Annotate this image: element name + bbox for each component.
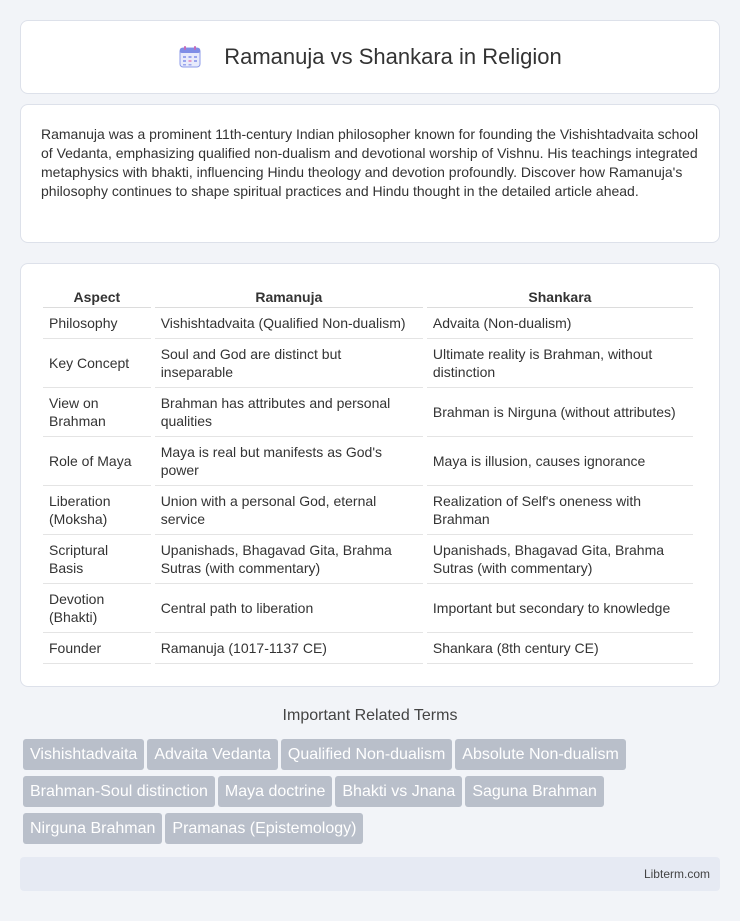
footer-site-link[interactable]: Libterm.com <box>643 867 710 881</box>
term-tag-saguna-brahman[interactable]: Saguna Brahman <box>465 776 604 807</box>
comparison-table-card <box>20 263 720 687</box>
shankara-cell: Realization of Self's oneness with Brahman <box>427 486 693 535</box>
table-header-row <box>43 284 693 308</box>
aspect-cell: Philosophy <box>43 308 151 339</box>
header-card <box>20 20 720 94</box>
term-tag-absolute-non-dualism[interactable]: Absolute Non-dualism <box>455 739 626 770</box>
term-tag-maya-doctrine[interactable]: Maya doctrine <box>218 776 333 807</box>
term-tag-nirguna-brahman[interactable]: Nirguna Brahman <box>23 813 162 844</box>
ramanuja-cell: Central path to liberation <box>155 584 423 633</box>
aspect-cell: Key Concept <box>43 339 151 388</box>
table-row <box>43 308 693 339</box>
related-terms-list <box>23 739 683 850</box>
header-shankara: Shankara <box>427 284 693 308</box>
calendar-icon <box>178 45 202 69</box>
term-tag-vishishtadvaita[interactable]: Vishishtadvaita <box>23 739 144 770</box>
shankara-cell: Upanishads, Bhagavad Gita, Brahma Sutras (with commentary) <box>427 535 693 584</box>
table-row <box>43 388 693 437</box>
aspect-cell: Liberation (Moksha) <box>43 486 151 535</box>
shankara-cell: Shankara (8th century CE) <box>427 633 693 664</box>
footer <box>20 857 720 891</box>
shankara-cell: Maya is illusion, causes ignorance <box>427 437 693 486</box>
ramanuja-cell: Vishishtadvaita (Qualified Non-dualism) <box>155 308 423 339</box>
table-row <box>43 535 693 584</box>
page-title: Ramanuja vs Shankara in Religion <box>224 44 562 69</box>
shankara-cell: Advaita (Non-dualism) <box>427 308 693 339</box>
ramanuja-cell: Upanishads, Bhagavad Gita, Brahma Sutras (with commentary) <box>155 535 423 584</box>
shankara-cell: Ultimate reality is Brahman, without distinction <box>427 339 693 388</box>
shankara-cell: Important but secondary to knowledge <box>427 584 693 633</box>
table-row <box>43 437 693 486</box>
header-ramanuja: Ramanuja <box>155 284 423 308</box>
aspect-cell: Devotion (Bhakti) <box>43 584 151 633</box>
aspect-cell: View on Brahman <box>43 388 151 437</box>
term-tag-bhakti-vs-jnana[interactable]: Bhakti vs Jnana <box>335 776 462 807</box>
table-row <box>43 584 693 633</box>
term-tag-pramanas[interactable]: Pramanas (Epistemology) <box>165 813 363 844</box>
term-tag-brahman-soul-distinction[interactable]: Brahman-Soul distinction <box>23 776 215 807</box>
ramanuja-cell: Union with a personal God, eternal service <box>155 486 423 535</box>
aspect-cell: Role of Maya <box>43 437 151 486</box>
table-row <box>43 486 693 535</box>
aspect-cell: Founder <box>43 633 151 664</box>
ramanuja-cell: Maya is real but manifests as God's power <box>155 437 423 486</box>
ramanuja-cell: Brahman has attributes and personal qualities <box>155 388 423 437</box>
header-aspect: Aspect <box>43 284 151 308</box>
related-terms-title: Important Related Terms <box>282 707 458 724</box>
intro-text: Ramanuja was a prominent 11th-century Indian philosopher known for founding the Vishishtadvaita school of Vedanta, emphasizing qualified non-dualism and devotional worship of Vishnu. His teachings integrated metaphysics with bhakti, influencing Hindu theology and devotion profoundly. Discover how Ramanuja's philosophy continues to shape spiritual practices and Hindu thought in the detailed article ahead. <box>41 126 699 199</box>
term-tag-advaita-vedanta[interactable]: Advaita Vedanta <box>147 739 278 770</box>
table-row <box>43 339 693 388</box>
ramanuja-cell: Ramanuja (1017-1137 CE) <box>155 633 423 664</box>
shankara-cell: Brahman is Nirguna (without attributes) <box>427 388 693 437</box>
term-tag-qualified-non-dualism[interactable]: Qualified Non-dualism <box>281 739 452 770</box>
table-row <box>43 633 693 664</box>
intro-card <box>20 104 720 243</box>
aspect-cell: Scriptural Basis <box>43 535 151 584</box>
comparison-table <box>39 284 697 664</box>
ramanuja-cell: Soul and God are distinct but inseparable <box>155 339 423 388</box>
